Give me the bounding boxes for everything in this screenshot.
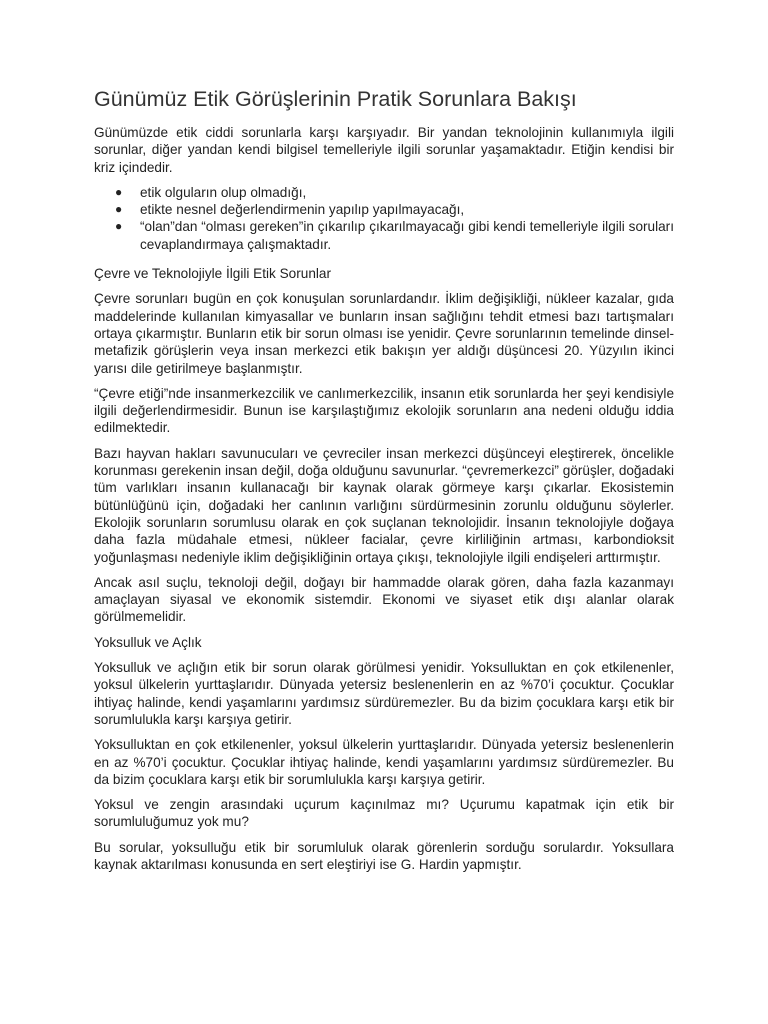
list-item-text: etikte nesnel değerlendirmenin yapılıp yapılmayacağı, xyxy=(140,202,465,218)
list-item xyxy=(115,201,674,218)
section-heading-environment: Çevre ve Teknolojiyle İlgili Etik Sorunlar xyxy=(94,266,331,282)
list-item xyxy=(115,184,674,201)
paragraph: Yoksulluktan en çok etkilenenler, yoksul ülkelerin yurttaşlarıdır. Dünyada yetersiz beslenenlerin en az %70’i çocuktur. Çocuklar ihtiyaç halinde, kendi yaşamlarını yardımsız sürdüremezler. Bu da bizim çocuklara karşı etik bir sorumlulukla karşı karşıya getirir. xyxy=(94,737,674,787)
intro-paragraph: Günümüzde etik ciddi sorunlarla karşı karşıyadır. Bir yandan teknolojinin kullanımıyla ilgili sorunlar, diğer yandan kendi bilgisel temelleriyle ilgili sorunlar yaşamaktadır. Etiğin kendisi bir kriz içindedir. xyxy=(94,125,674,175)
paragraph: Çevre sorunları bugün en çok konuşulan sorunlardandır. İklim değişikliği, nükleer kazalar, gıda maddelerinde kullanılan kimyasallar ve bunların insan sağlığını tehdit etmesi bazı tartışmaları ortaya çıkarmıştır. Bunların etik bir sorun olması ise yenidir. Çevre sorunlarının temelinde dinsel-metafizik görüşlerin veya insan merkezci etik bakışın yer aldığı düşüncesi 20. Yüzyılın ikinci yarısı dile getirilmeye başlanmıştır. xyxy=(94,291,674,376)
document-page xyxy=(94,84,674,881)
list-item-text: “olan”dan “olması gereken”in çıkarılıp çıkarılmayacağı gibi kendi temelleriyle ilgili soruları cevaplandırmaya çalışmaktadır. xyxy=(140,219,674,252)
bullet-icon: ● xyxy=(115,202,123,217)
paragraph: Yoksul ve zengin arasındaki uçurum kaçınılmaz mı? Uçurumu kapatmak için etik bir sorumluluğumuz yok mu? xyxy=(94,797,674,830)
bullet-icon: ● xyxy=(115,184,123,199)
paragraph: “Çevre etiği”nde insanmerkezcilik ve canlımerkezcilik, insanın etik sorunlarda her şeyi kendisiyle ilgili değerlendirmesidir. Bunun ise karşılaştığımız ekolojik sorunların ana nedeni olduğu iddia edilmektedir. xyxy=(94,385,674,436)
list-item-text: etik olguların olup olmadığı, xyxy=(140,184,307,200)
document-title: Günümüz Etik Görüşlerinin Pratik Sorunlara Bakışı xyxy=(94,87,577,111)
paragraph: Ancak asıl suçlu, teknoloji değil, doğayı bir hammadde olarak gören, daha fazla kazanmayı amaçlayan siyasal ve ekonomik sistemdir. Ekonomi ve siyaset etik dışı alanlar olarak görülmemelidir. xyxy=(94,574,674,625)
bullet-list xyxy=(94,184,674,253)
paragraph: Bazı hayvan hakları savunucuları ve çevreciler insan merkezci düşünceyi eleştirerek, öncelikle korunması gerekenin insan değil, doğa olduğunu savunurlar. “çevremerkezci” görüşler, doğadaki tüm varlıkları insanın kullanacağı bir kaynak olarak görmeye karşı çıkarlar. Ekosistemin bütünlüğünü için, doğadaki her canlının varlığını sürdürmesinin zorunlu olduğunu söylerler. Ekolojik sorunların sorumlusu olarak en çok suçlanan teknolojidir. İnsanın teknolojiyle doğaya daha fazla müdahale etmesi, nükleer facialar, çevre kirliliğinin artması, karbondioksit yoğunlaşması nedeniyle iklim değişikliğinin ortaya çıkışı, teknolojiyle ilgili endişeleri arttırmıştır. xyxy=(94,445,674,565)
section-heading-poverty: Yoksulluk ve Açlık xyxy=(94,634,202,650)
paragraph: Yoksulluk ve açlığın etik bir sorun olarak görülmesi yenidir. Yoksulluktan en çok etkilenenler, yoksul ülkelerin yurttaşlarıdır. Dünyada yetersiz beslenenlerin en az %70’i çocuktur. Çocuklar ihtiyaç halinde, kendi yaşamlarını yardımsız sürdüremezler. Bu da bizim çocuklara karşı etik bir sorumlulukla karşı karşıya getirir. xyxy=(94,660,674,727)
bullet-icon: ● xyxy=(115,219,123,234)
paragraph: Bu sorular, yoksulluğu etik bir sorumluluk olarak görenlerin sorduğu sorulardır. Yoksullara kaynak aktarılması konusunda en sert eleştiriyi ise G. Hardin yapmıştır. xyxy=(94,839,674,872)
list-item xyxy=(115,218,674,253)
